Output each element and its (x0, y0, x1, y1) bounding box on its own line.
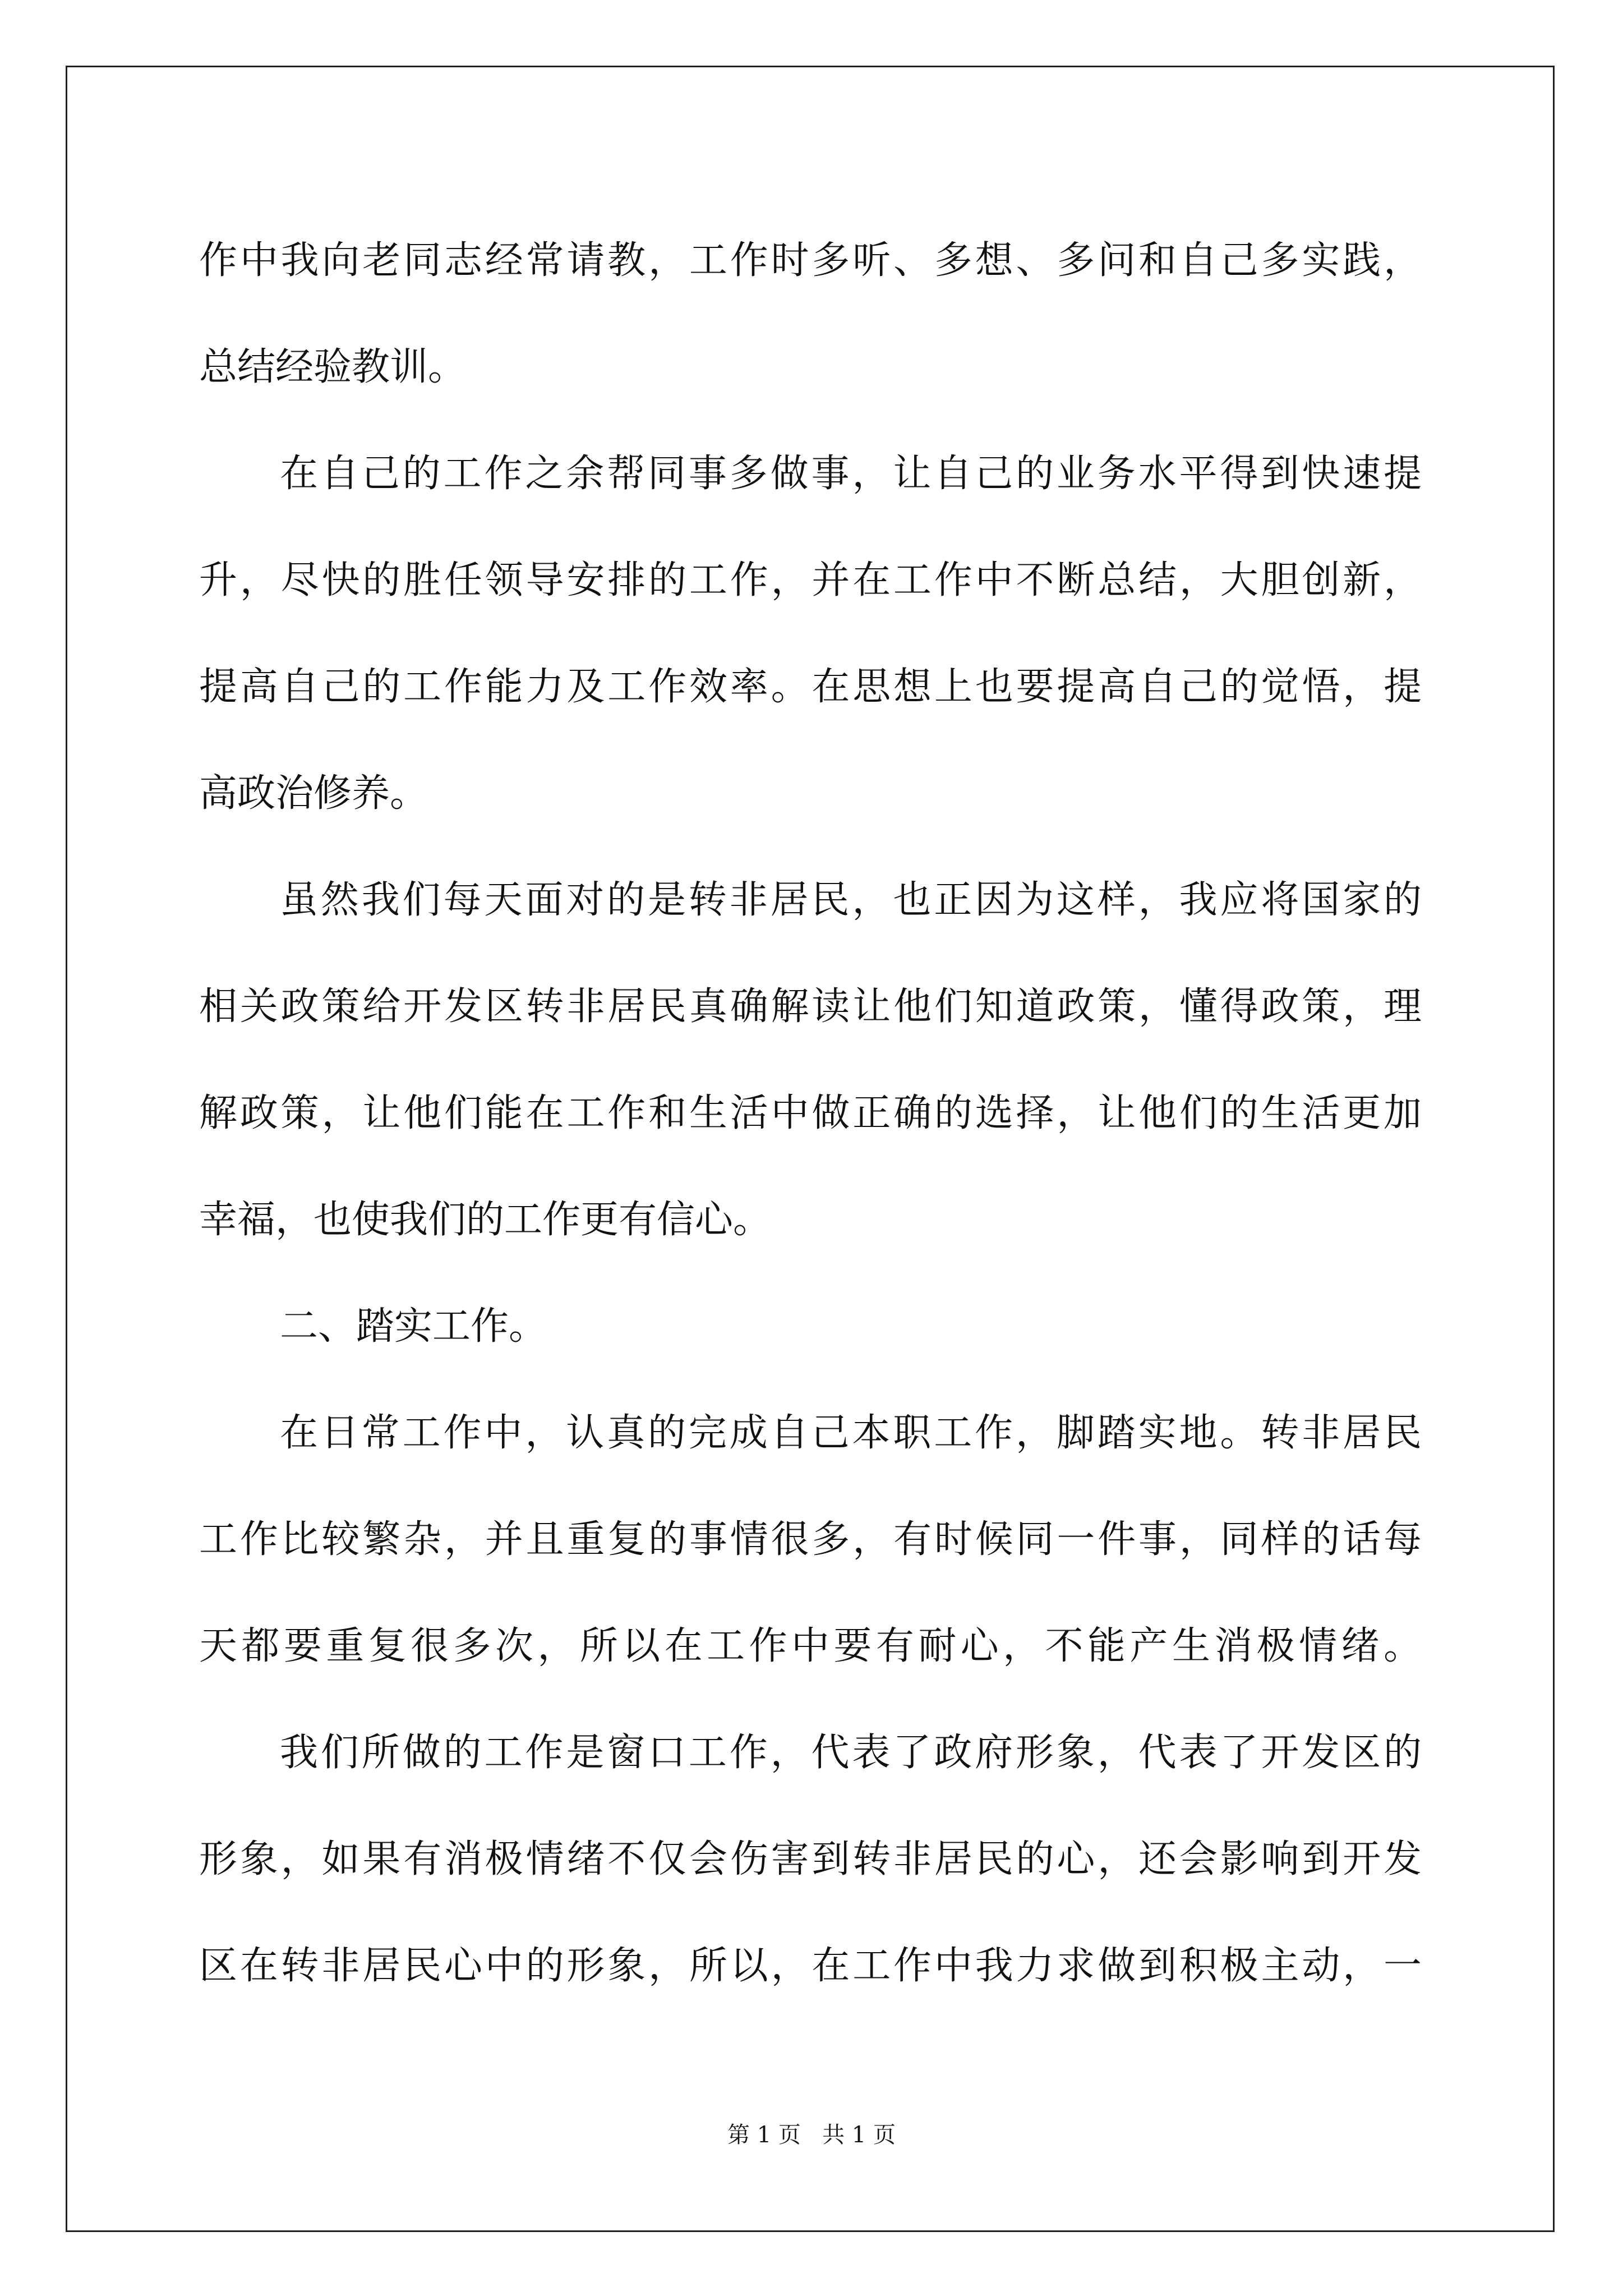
text-line: 天都要重复很多次，所以在工作中要有耐心，不能产生消极情绪。 (199, 1624, 1422, 1668)
text-line: 在日常工作中，认真的完成自己本职工作，脚踏实地。转非居民 (280, 1411, 1422, 1455)
text-line: 相关政策给开发区转非居民真确解读让他们知道政策，懂得政策，理 (199, 984, 1422, 1029)
text-line: 区在转非居民心中的形象，所以，在工作中我力求做到积极主动，一 (199, 1944, 1422, 1988)
text-line: 工作比较繁杂，并且重复的事情很多，有时候同一件事，同样的话每 (199, 1517, 1422, 1562)
text-line: 幸福，也使我们的工作更有信心。 (199, 1198, 772, 1242)
text-line: 作中我向老同志经常请教，工作时多听、多想、多问和自己多实践， (199, 238, 1422, 283)
text-line: 二、踏实工作。 (280, 1304, 547, 1349)
text-line: 总结经验教训。 (199, 345, 467, 389)
page-footer (0, 2119, 1623, 2151)
text-line: 高政治修养。 (199, 771, 428, 816)
page-total: 共 1 页 (822, 2122, 896, 2148)
text-line: 虽然我们每天面对的是转非居民，也正因为这样，我应将国家的 (280, 878, 1422, 922)
text-line: 升，尽快的胜任领导安排的工作，并在工作中不断总结，大胆创新， (199, 558, 1422, 602)
document-body (199, 208, 1422, 2019)
text-line: 解政策，让他们能在工作和生活中做正确的选择，让他们的生活更加 (199, 1091, 1422, 1135)
text-line: 形象，如果有消极情绪不仅会伤害到转非居民的心，还会影响到开发 (199, 1837, 1422, 1881)
text-line: 提高自己的工作能力及工作效率。在思想上也要提高自己的觉悟，提 (199, 665, 1422, 709)
page-number: 第 1 页 (727, 2122, 801, 2148)
text-line: 我们所做的工作是窗口工作，代表了政府形象，代表了开发区的 (280, 1731, 1422, 1775)
text-line: 在自己的工作之余帮同事多做事，让自己的业务水平得到快速提 (280, 452, 1422, 496)
